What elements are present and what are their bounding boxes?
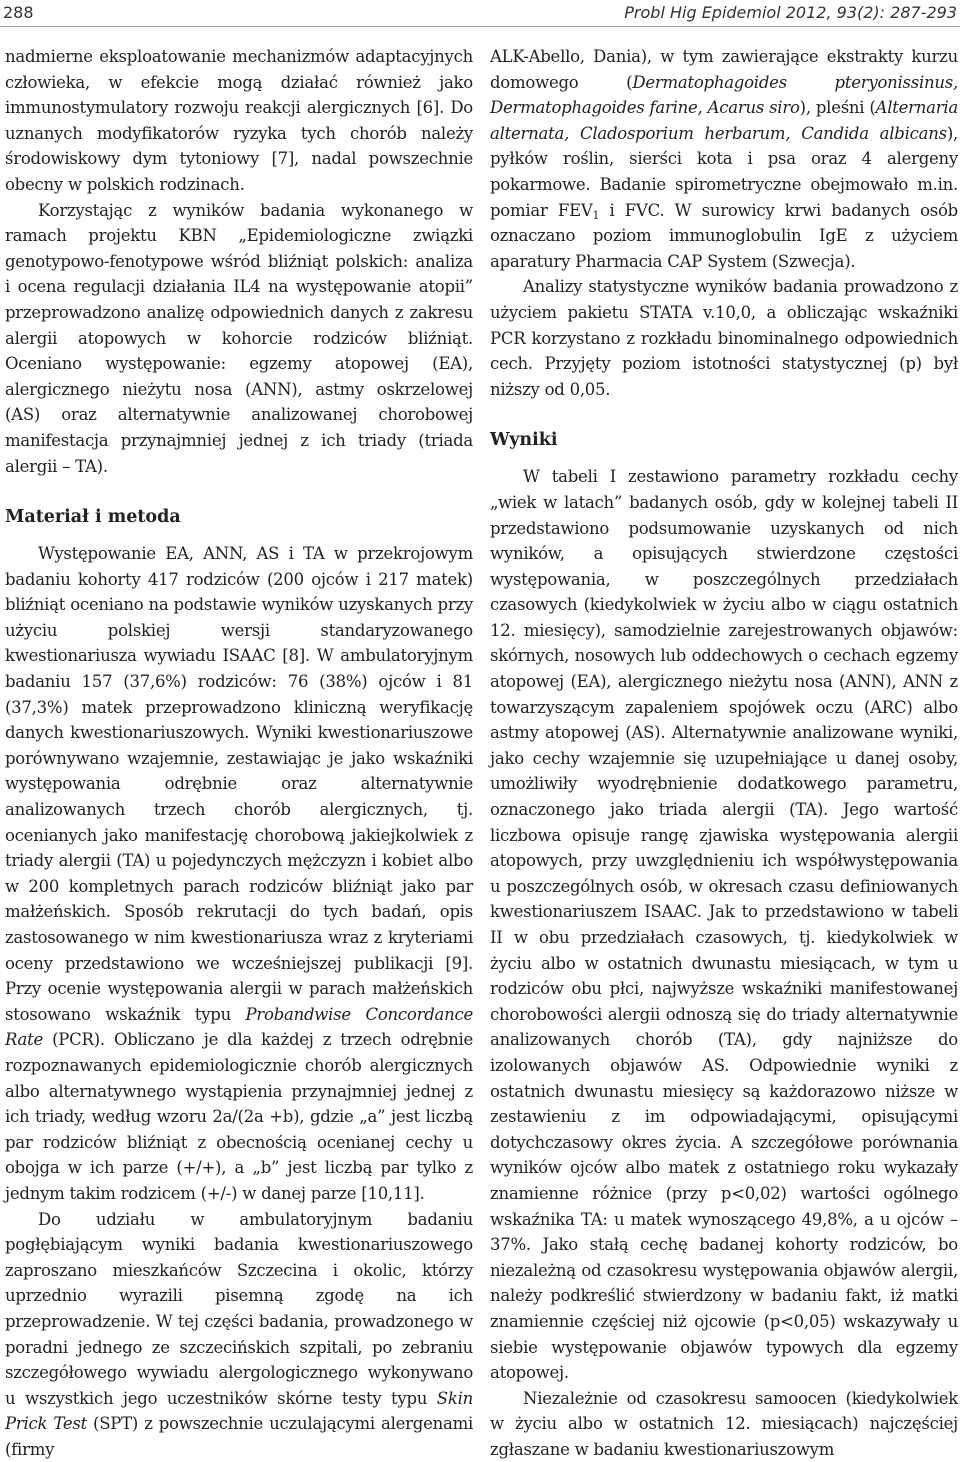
paragraph: Korzystając z wyników badania wykonanego w ramach projektu KBN „Epidemiologiczne związki genotypowo-fenotypowe wśród bliźniąt polskich: analiza i ocena regulacji działania IL4 na występowanie atopii” przeprowadzono analizę odpowiednich danych z zakresu alergii atopowych w kohorcie rodziców bliźniąt. Oceniano występowanie: egzemy atopowej (EA), alergicznego nieżytu nosa (ANN), astmy oskrzelowej (AS) oraz alternatywnie analizowanej chorobowej manifestacja przynajmniej jednej z ich triady (triada alergii – TA). [5, 200, 473, 476]
text-run: ), pyłków roślin, sierści kota i psa oraz 4 alergeny pokarmowe. Badanie spirometryczne obejmowało m.in. pomiar FEV [490, 123, 958, 220]
paragraph [5, 1207, 473, 1462]
italic-term: Dermatophagoides pteryonissinus, Dermatophagoides farine, Acarus siro [490, 72, 958, 118]
page-header [0, 0, 960, 27]
italic-term: Skin Prick Test [5, 1388, 473, 1434]
page-number: 288 [3, 3, 34, 22]
paragraph: Analizy statystyczne wyników badania prowadzono z użyciem pakietu STATA v.10,0, a obliczając wskaźniki PCR korzystano z rozkładu binominalnego odpowiednich cech. Przyjęty poziom istotności statystycznej (p) był niższy od 0,05. [490, 277, 958, 399]
section-heading-methods: Materiał i metoda [5, 507, 181, 528]
text-run: (SPT) z powszechnie uczulającymi alergenami (firmy [5, 1414, 473, 1459]
subscript: 1 [592, 208, 600, 222]
text-run: Do udziału w ambulatoryjnym badaniu pogłębiającym wyniki badania kwestionariuszowego zaproszano mieszkańców Szczecina i okolic, którzy uprzednio wyrazili pisemną zgodę na ich przeprowadzenie. W tej części badania, prowadzonego w poradni jednego ze szczecińskich szpitali, po zebraniu szczegółowego wywiadu alergologicznego wykonywano u wszystkich jego uczestników skórne testy typu [5, 1209, 473, 1408]
text-run: Występowanie EA, ANN, AS i TA w przekrojowym badaniu kohorty 417 rodziców (200 ojców i 217 matek) bliźniąt oceniano na podstawie wyników uzyskanych przy użyciu polskiej wersji standaryzowanego kwestionariusza wywiadu ISAAC [8]. W ambulatoryjnym badaniu 157 (37,6%) rodziców: 76 (38%) ojców i 81 (37,3%) matek przeprowadzono kliniczną weryfikację danych kwestionariuszowych. Wyniki kwestionariuszowe porównywano wzajemnie, zestawiając je jako wskaźniki występowania odrębnie oraz alternatywnie analizowanych trzech chorób alergicznych, tj. ocenianych jako manifestację chorobową jakiejkolwiek z triady alergii (TA) u pojedynczych mężczyzn i kobiet albo w 200 kompletnych parach rodziców bliźniąt jako par małżeńskich. Sposób rekrutacji do tych badań, opis zastosowanego w nim kwestionariusza wraz z kryteriami oceny przedstawiono we wcześniejszej publikacji [9]. Przy ocenie występowania alergii w parach małżeńskich stosowano wskaźnik typu [5, 544, 473, 1024]
paragraph [5, 541, 473, 1206]
right-column [490, 44, 958, 1459]
paragraph: Niezależnie od czasokresu samoocen (kiedykolwiek w życiu albo w ostatnich 12. miesiącach) najczęściej zgłaszane w badaniu kwestionariuszowym [490, 1388, 958, 1459]
text-run: i FVC. W surowicy krwi badanych osób oznaczano poziom immunoglobulin IgE z użyciem aparatury Pharmacia CAP System (Szwecja). [490, 200, 958, 271]
section-heading-results: Wyniki [490, 430, 558, 451]
paragraph: nadmierne eksploatowanie mechanizmów adaptacyjnych człowieka, w efekcie mogą działać również jako immunostymulatory rozwoju reakcji alergicznych [6]. Do uznanych modyfikatorów ryzyka tych chorób należy środowiskowy dym tytoniowy [7], nadal powszechnie obecny w polskich rodzinach. [5, 47, 473, 194]
text-run: (PCR). Obliczano je dla każdej z trzech odrębnie rozpoznawanych epidemiologicznie chorób alergicznych albo alternatywnego wystąpienia przynajmniej jednej z ich triady, według wzoru 2a/(2a +b), gdzie „a” jest liczbą par rodziców bliźniąt z obecnością ocenianej cechy u obojga w ich parze (+/+), a „b” jest liczbą par tylko z jednym takim rodzicem (+/-) w danej parze [10,11]. [5, 1030, 473, 1203]
left-column [5, 44, 473, 1459]
text-run: ), pleśni ( [799, 98, 876, 118]
paragraph [490, 44, 958, 274]
journal-citation: Probl Hig Epidemiol 2012, 93(2): 287-293 [624, 3, 957, 22]
text-run: ALK-Abello, Dania), w tym zawierające ekstrakty kurzu domowego ( [490, 47, 958, 92]
italic-term: Probandwise Concordance Rate [5, 1004, 473, 1050]
italic-term: Alternaria alternata, Cladosporium herbarum, Candida albicans [490, 98, 958, 143]
paragraph: W tabeli I zestawiono parametry rozkładu cechy „wiek w latach” badanych osób, gdy w kolejnej tabeli II przedstawiono podsumowanie uzyskanych od nich wyników, a opisujących stwierdzone częstości występowania, w poszczególnych przedziałach czasowych (kiedykolwiek w życiu albo w ciągu ostatnich 12. miesięcy), samodzielnie zarejestrowanych objawów: skórnych, nosowych lub oddechowych o cechach egzemy atopowej (EA), alergicznego nieżytu nosa (ANN), ANN z towarzyszącym zapaleniem spojówek oczu (ARC) albo astmy atopowej (AS). Alternatywnie analizowane wyniki, jako cechy wzajemnie się uzupełniające u danej osoby, umożliwiły wyodrębnienie dodatkowego parametru, oznaczonego jako triada alergii (TA). Jego wartość liczbowa opisuje rangę zjawiska występowania alergii atopowych, przy uwzględnieniu ich współwystępowania u poszczególnych osób, w okresach czasu definiowanych kwestionariuszem ISAAC. Jak to przedstawiono w tabeli II w obu przedziałach czasowych, tj. kiedykolwiek w życiu albo w ostatnich dwunastu miesiącach, w tym u rodziców obu płci, najwyższe wskaźniki manifestowanej chorobowości alergii odnoszą się do triady alternatywnie analizowanych chorób (TA), gdy najniższe do izolowanych objawów AS. Odpowiednie wyniki z ostatnich dwunastu miesięcy są każdorazowo niższe w zestawieniu z im odpowiadającymi, opisującymi dotychczasowy okres życia. A szczegółowe porównania wyników ojców albo matek z ostatniego roku wykazały znamienne różnice (przy p<0,02) wartości ogólnego wskaźnika TA: u matek wynoszącego 49,8%, a u ojców – 37%. Jako stałą cechę badanej kohorty rodziców, bo niezależną od czasokresu występowania objawów alergii, należy podkreślić stwierdzony w badaniu fakt, iż matki znamiennie częściej niż ojcowie (p<0,05) wskazywały u siebie występowanie objawów typowych dla egzemy atopowej. [490, 467, 958, 1383]
